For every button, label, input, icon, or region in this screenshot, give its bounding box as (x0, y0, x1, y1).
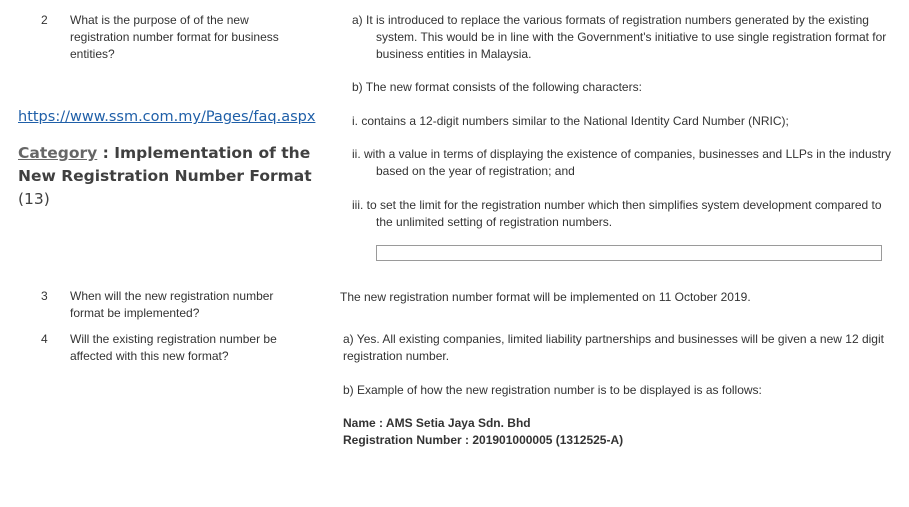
answer-a: a) It is introduced to replace the various formats of registration numbers generated by the existing system. This would be in line with the Government's initiative to use single registration format for business entities in Malaysia. (352, 13, 887, 61)
faq-question: What is the purpose of of the new registration number format for business entities? (70, 13, 279, 61)
category-label[interactable]: Category (18, 144, 98, 162)
faq-number: 4 (41, 332, 48, 346)
answer-b-item-ii: ii. with a value in terms of displaying the existence of companies, businesses and LLPs in the industry based on the year of registration; and (352, 147, 891, 178)
answer-b: b) The new format consists of the following characters: (352, 80, 642, 94)
category-title: Implementation of the New Registration Number Format (18, 144, 312, 185)
faq-page-link[interactable]: https://www.ssm.com.my/Pages/faq.aspx (18, 109, 316, 125)
category-count: (13) (18, 190, 50, 208)
example-name: Name : AMS Setia Jaya Sdn. Bhd (343, 416, 531, 430)
answer-text: The new registration number format will be implemented on 11 October 2019. (340, 290, 751, 304)
faq-question: Will the existing registration number be affected with this new format? (70, 332, 277, 363)
faq-question: When will the new registration number format be implemented? (70, 289, 274, 320)
answer-b-item-iii: iii. to set the limit for the registration number which then simplifies system development compared to the unlimited setting of registration numbers. (352, 198, 882, 229)
empty-text-box (376, 245, 882, 261)
category-heading (18, 142, 338, 211)
faq-number: 3 (41, 289, 48, 303)
faq-number: 2 (41, 13, 48, 27)
answer-a: a) Yes. All existing companies, limited liability partnerships and businesses will be given a new 12 digit registration number. (343, 332, 884, 363)
example-registration-number: Registration Number : 201901000005 (1312525-A) (343, 433, 624, 447)
answer-b-item-i: i. contains a 12-digit numbers similar to the National Identity Card Number (NRIC); (352, 114, 789, 128)
category-separator: : (97, 144, 115, 162)
answer-b: b) Example of how the new registration number is to be displayed is as follows: (343, 383, 762, 397)
